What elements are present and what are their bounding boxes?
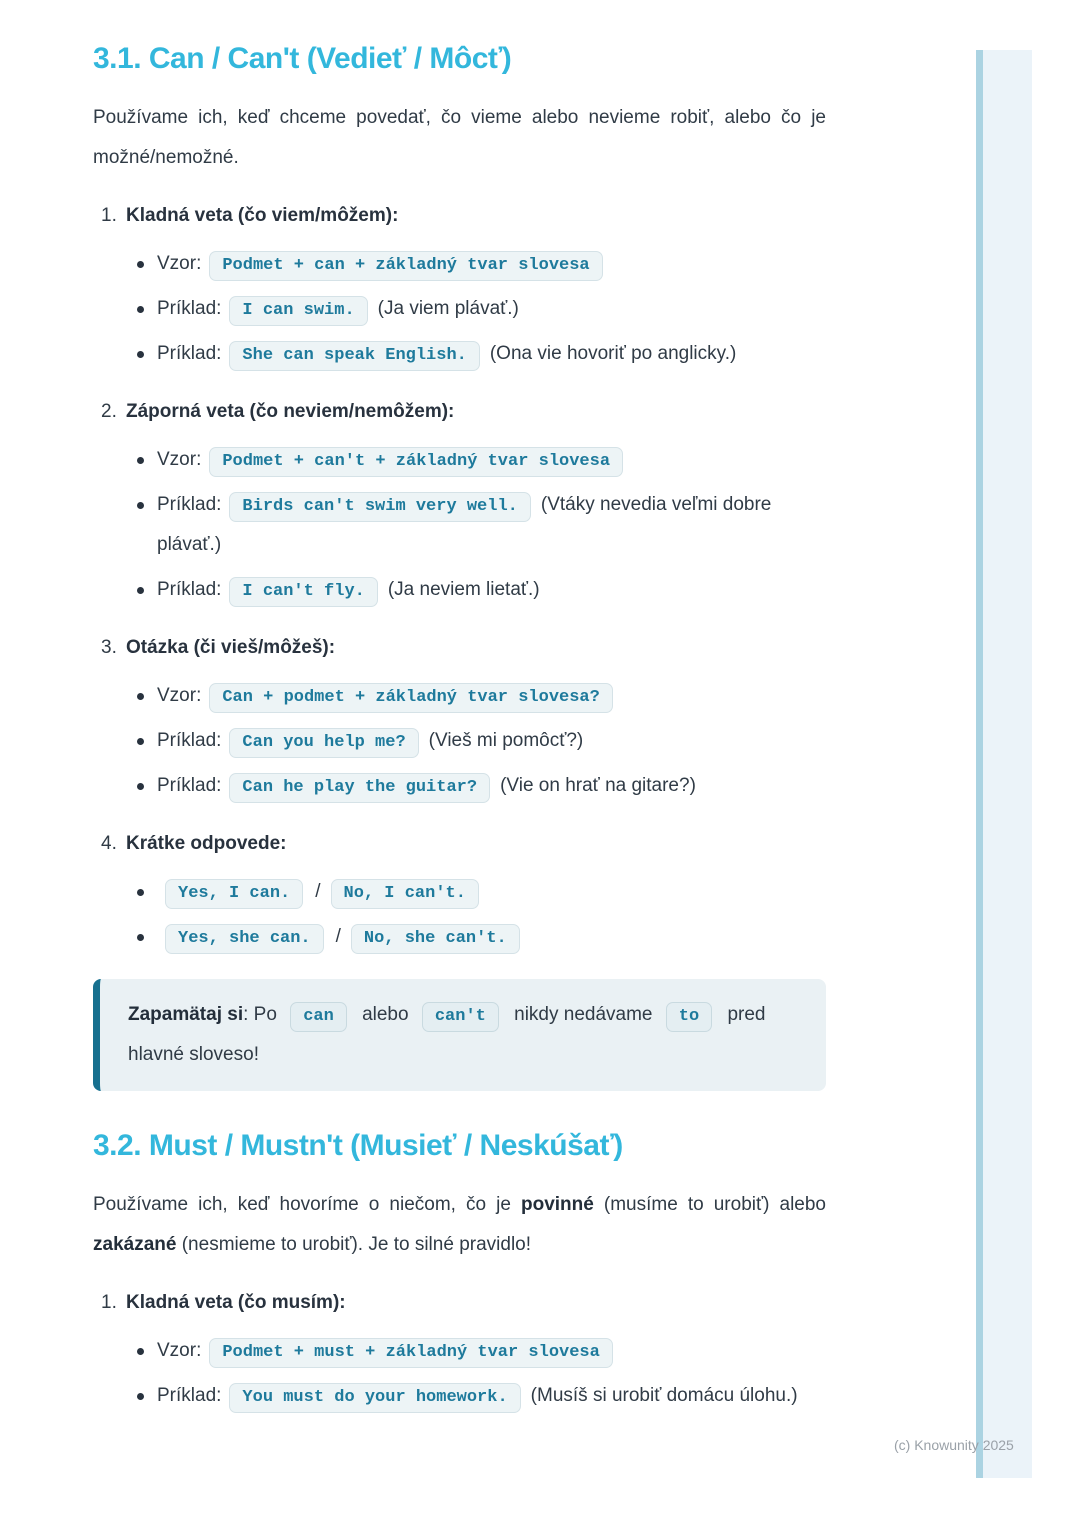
code-chip: Birds can't swim very well.	[229, 492, 530, 522]
bullet-row	[93, 1331, 826, 1371]
callout-text: : Po	[243, 1004, 283, 1025]
code-chip: Can you help me?	[229, 728, 418, 758]
bullet-row	[93, 917, 826, 957]
code-chip: No, she can't.	[351, 924, 520, 954]
intro-bold: zakázané	[93, 1234, 177, 1255]
item-number: 2.	[101, 401, 117, 422]
bullet-row	[93, 676, 826, 716]
bullet-row	[93, 766, 826, 806]
translation-text: (Ja viem plávať.)	[377, 298, 519, 319]
code-chip: Podmet + can + základný tvar slovesa	[209, 251, 602, 281]
code-chip: I can swim.	[229, 296, 367, 326]
code-chip: Can + podmet + základný tvar slovesa?	[209, 683, 612, 713]
item-number: 1.	[101, 205, 117, 226]
code-chip: Podmet + can't + základný tvar slovesa	[209, 447, 623, 477]
code-chip: can	[290, 1002, 347, 1032]
item-number: 4.	[101, 833, 117, 854]
callout-text: alebo	[356, 1004, 414, 1025]
document-content	[93, 0, 826, 1416]
callout-text: pred hlavné sloveso!	[128, 1004, 766, 1065]
code-chip: Yes, she can.	[165, 924, 324, 954]
numbered-item-otazka	[93, 634, 826, 806]
row-label: Vzor:	[157, 685, 202, 706]
numbered-item-kladna-veta	[93, 202, 826, 374]
row-label: Príklad:	[157, 1385, 222, 1406]
code-chip: to	[666, 1002, 712, 1032]
numbered-item-zaporna-veta	[93, 398, 826, 610]
row-label: Príklad:	[157, 579, 222, 600]
bullet-row	[93, 1376, 826, 1416]
code-chip: Podmet + must + základný tvar slovesa	[209, 1338, 612, 1368]
item-title	[93, 398, 826, 426]
bullet-row	[93, 289, 826, 329]
page-edge-strip	[976, 50, 1032, 1478]
item-title	[93, 634, 826, 662]
row-label: Príklad:	[157, 730, 222, 751]
intro-text: Používame ich, keď hovoríme o niečom, čo je	[93, 1194, 521, 1215]
section-3-2-intro	[93, 1185, 826, 1265]
code-chip: She can speak English.	[229, 341, 479, 371]
intro-text: (musíme to urobiť) alebo	[593, 1194, 826, 1215]
translation-text: (Vie on hrať na gitare?)	[500, 775, 696, 796]
item-title-text: Záporná veta (čo neviem/nemôžem):	[126, 401, 455, 422]
separator-slash: /	[315, 881, 321, 902]
intro-bold: povinné	[520, 1194, 594, 1215]
translation-text: (Vtáky nevedia veľmi dobre plávať.)	[157, 494, 772, 555]
row-label: Vzor:	[157, 449, 202, 470]
item-number: 3.	[101, 637, 117, 658]
callout-note	[93, 979, 826, 1091]
item-title-text: Otázka (či vieš/môžeš):	[126, 637, 336, 658]
code-chip: I can't fly.	[229, 577, 377, 607]
section-3-1-intro: Používame ich, keď chceme povedať, čo vieme alebo nevieme robiť, alebo čo je možné/nemožné.	[93, 107, 826, 168]
code-chip: You must do your homework.	[229, 1383, 520, 1413]
code-chip: Can he play the guitar?	[229, 773, 490, 803]
callout-lead: Zapamätaj si	[128, 1004, 244, 1025]
row-label: Príklad:	[157, 343, 222, 364]
section-3-1-heading: 3.1. Can / Can't (Vedieť / Môcť)	[93, 42, 512, 75]
item-title-text: Kladná veta (čo viem/môžem):	[126, 205, 399, 226]
row-label: Príklad:	[157, 298, 222, 319]
row-label: Príklad:	[157, 775, 222, 796]
bullet-row	[93, 334, 826, 374]
item-number: 1.	[101, 1292, 117, 1313]
item-title	[93, 1289, 826, 1317]
translation-text: (Ona vie hovoriť po anglicky.)	[489, 343, 737, 364]
row-label: Vzor:	[157, 1340, 202, 1361]
item-title	[93, 830, 826, 858]
bullet-row	[93, 485, 826, 565]
bullet-row	[93, 570, 826, 610]
code-chip: can't	[422, 1002, 499, 1032]
item-title-text: Krátke odpovede:	[126, 833, 287, 854]
translation-text: (Vieš mi pomôcť?)	[428, 730, 584, 751]
row-label: Príklad:	[157, 494, 222, 515]
bullet-row	[93, 872, 826, 912]
row-label: Vzor:	[157, 253, 202, 274]
code-chip: Yes, I can.	[165, 879, 303, 909]
bullet-row	[93, 440, 826, 480]
bullet-row	[93, 721, 826, 761]
separator-slash: /	[335, 926, 341, 947]
numbered-item-kratke-odpovede	[93, 830, 826, 957]
item-title-text: Kladná veta (čo musím):	[126, 1292, 346, 1313]
section-3-2-heading: 3.2. Must / Mustn't (Musieť / Neskúšať)	[93, 1129, 623, 1162]
translation-text: (Musíš si urobiť domácu úlohu.)	[530, 1385, 798, 1406]
bullet-row	[93, 244, 826, 284]
code-chip: No, I can't.	[331, 879, 479, 909]
callout-text: nikdy nedávame	[508, 1004, 658, 1025]
numbered-item-kladna-veta-must	[93, 1289, 826, 1416]
intro-text: (nesmieme to urobiť). Je to silné pravidlo!	[176, 1234, 532, 1255]
translation-text: (Ja neviem lietať.)	[387, 579, 540, 600]
item-title	[93, 202, 826, 230]
watermark: (c) Knowunity 2025	[894, 1437, 1014, 1453]
